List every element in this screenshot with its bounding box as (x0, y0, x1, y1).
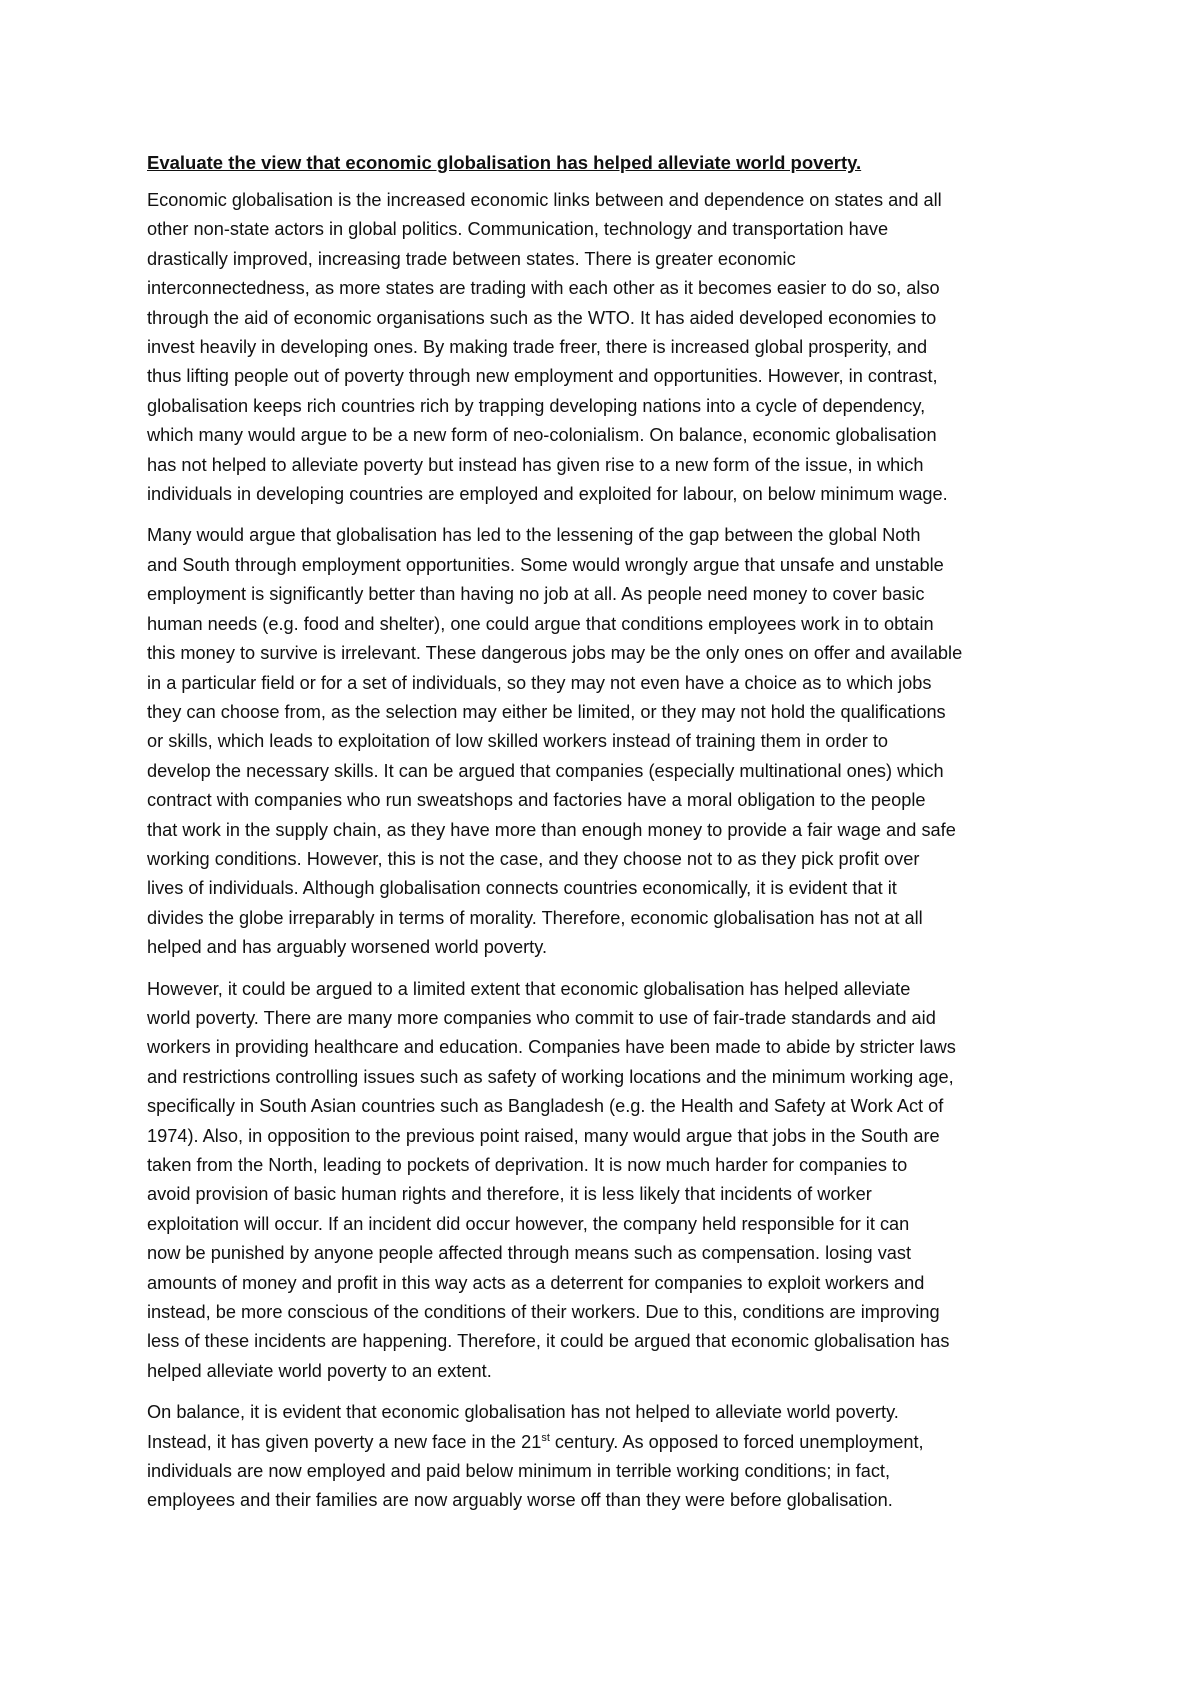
text-line: this money to survive is irrelevant. These dangerous jobs may be the only ones on offer and available (147, 643, 963, 664)
text-line: has not helped to alleviate poverty but instead has given rise to a new form of the issue, in which (147, 454, 924, 475)
text-line: avoid provision of basic human rights and therefore, it is less likely that incidents of worker (147, 1184, 872, 1205)
text-line (147, 1428, 1067, 1457)
text-line: helped and has arguably worsened world poverty. (147, 937, 548, 958)
text-line: less of these incidents are happening. Therefore, it could be argued that economic globalisation has (147, 1331, 950, 1352)
text-line: through the aid of economic organisations such as the WTO. It has aided developed economies to (147, 307, 937, 328)
text-line: and restrictions controlling issues such as safety of working locations and the minimum working age, (147, 1066, 954, 1087)
text-line: employment is significantly better than having no job at all. As people need money to cover basic (147, 584, 925, 605)
text-line: Many would argue that globalisation has led to the lessening of the gap between the global Noth (147, 525, 921, 546)
ordinal-suffix: st (541, 1431, 550, 1444)
text-line: contract with companies who run sweatshops and factories have a moral obligation to the people (147, 790, 926, 811)
text-line: However, it could be argued to a limited extent that economic globalisation has helped alleviate (147, 978, 911, 999)
text-line: 1974). Also, in opposition to the previous point raised, many would argue that jobs in the South are (147, 1125, 940, 1146)
text-line: and South through employment opportunities. Some would wrongly argue that unsafe and unstable (147, 554, 944, 575)
text-line: develop the necessary skills. It can be argued that companies (especially multinational ones) which (147, 760, 944, 781)
text-line: now be punished by anyone people affected through means such as compensation. losing vast (147, 1243, 912, 1264)
document-page (147, 148, 1067, 1528)
text-line: Economic globalisation is the increased economic links between and dependence on states and all (147, 190, 942, 210)
text-line: workers in providing healthcare and education. Companies have been made to abide by stricter laws (147, 1037, 956, 1058)
text-line: lives of individuals. Although globalisation connects countries economically, it is evident that it (147, 878, 897, 899)
text-line: in a particular field or for a set of individuals, so they may not even have a choice as to which jobs (147, 672, 932, 693)
text-line: individuals in developing countries are employed and exploited for labour, on below minimum wage. (147, 484, 948, 505)
text-line: employees and their families are now arguably worse off than they were before globalisation. (147, 1490, 893, 1511)
text-line: On balance, it is evident that economic globalisation has not helped to alleviate world poverty. (147, 1402, 899, 1423)
text-line: or skills, which leads to exploitation of low skilled workers instead of training them in order to (147, 731, 888, 752)
text-line: world poverty. There are many more companies who commit to use of fair-trade standards and aid (147, 1007, 936, 1028)
text-line: that work in the supply chain, as they have more than enough money to provide a fair wage and safe (147, 819, 956, 840)
text-line: specifically in South Asian countries such as Bangladesh (e.g. the Health and Safety at Work Act of (147, 1096, 944, 1117)
essay-title: Evaluate the view that economic globalisation has helped alleviate world poverty. (147, 152, 862, 173)
text-line: they can choose from, as the selection may either be limited, or they may not hold the qualifications (147, 701, 946, 722)
text-line: globalisation keeps rich countries rich by trapping developing nations into a cycle of dependency, (147, 395, 926, 416)
paragraph-introduction (147, 186, 1067, 509)
text-line: invest heavily in developing ones. By making trade freer, there is increased global prosperity, and (147, 337, 928, 358)
text-line: individuals are now employed and paid below minimum in terrible working conditions; in fact, (147, 1461, 891, 1482)
text-line: other non-state actors in global politics. Communication, technology and transportation have (147, 219, 889, 240)
text-line: which many would argue to be a new form of neo-colonialism. On balance, economic globalisation (147, 425, 937, 446)
text-line: helped alleviate world poverty to an extent. (147, 1360, 492, 1381)
text-line: exploitation will occur. If an incident did occur however, the company held responsible for it can (147, 1213, 910, 1234)
paragraph-conclusion (147, 1398, 1067, 1516)
text-line: working conditions. However, this is not the case, and they choose not to as they pick profit over (147, 848, 920, 869)
text-line: divides the globe irreparably in terms of morality. Therefore, economic globalisation has not at all (147, 907, 923, 928)
text-line: taken from the North, leading to pockets of deprivation. It is now much harder for companies to (147, 1155, 908, 1175)
text-line: drastically improved, increasing trade between states. There is greater economic (147, 248, 796, 269)
text-line: interconnectedness, as more states are trading with each other as it becomes easier to do so, also (147, 278, 940, 299)
text-fragment: Instead, it has given poverty a new face in the 21 (147, 1431, 542, 1452)
text-fragment: century. As opposed to forced unemployment, (549, 1431, 924, 1452)
paragraph-argument-against (147, 521, 1067, 962)
text-line: human needs (e.g. food and shelter), one could argue that conditions employees work in to obtain (147, 613, 934, 634)
text-line: amounts of money and profit in this way acts as a deterrent for companies to exploit workers and (147, 1272, 925, 1293)
text-line: instead, be more conscious of the conditions of their workers. Due to this, conditions are improving (147, 1302, 940, 1323)
text-line: thus lifting people out of poverty through new employment and opportunities. However, in contrast, (147, 366, 938, 387)
paragraph-argument-for (147, 975, 1067, 1387)
